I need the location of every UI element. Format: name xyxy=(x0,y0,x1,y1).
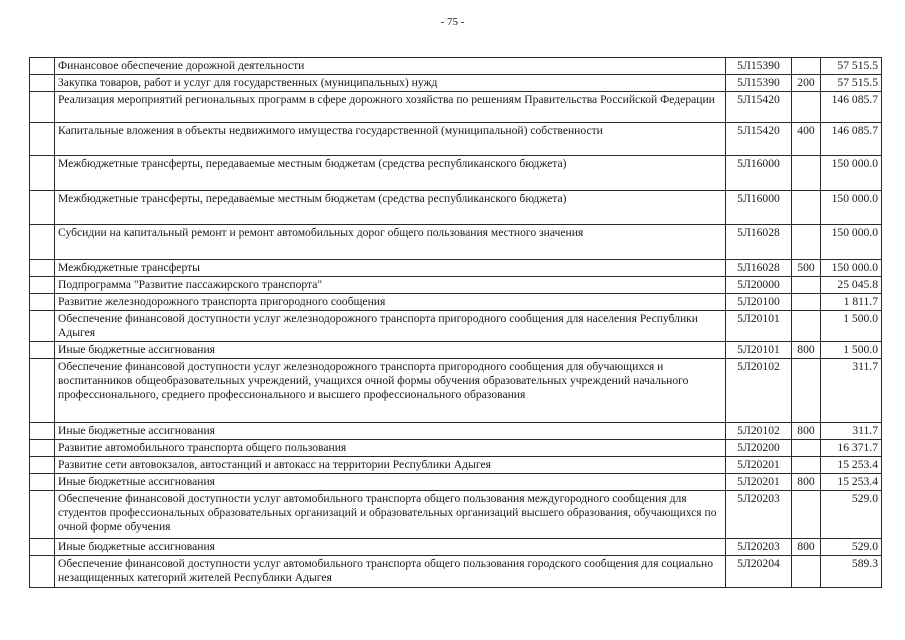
item-sum: 150 000.0 xyxy=(821,191,882,225)
item-expense-type xyxy=(792,191,821,225)
item-name: Закупка товаров, работ и услуг для государственных (муниципальных) нужд xyxy=(55,75,726,92)
item-sum: 16 371.7 xyxy=(821,440,882,457)
blank-cell xyxy=(30,260,55,277)
item-sum: 311.7 xyxy=(821,423,882,440)
table-row xyxy=(30,359,882,423)
table-row xyxy=(30,123,882,156)
item-name: Финансовое обеспечение дорожной деятельности xyxy=(55,58,726,75)
item-code: 5Л16000 xyxy=(726,191,792,225)
blank-cell xyxy=(30,440,55,457)
item-name: Развитие автомобильного транспорта общего пользования xyxy=(55,440,726,457)
item-expense-type xyxy=(792,556,821,588)
item-expense-type: 800 xyxy=(792,342,821,359)
item-name: Реализация мероприятий региональных программ в сфере дорожного хозяйства по решениям Правительства Российской Федерации xyxy=(55,92,726,123)
item-sum: 529.0 xyxy=(821,539,882,556)
blank-cell xyxy=(30,491,55,539)
table-row xyxy=(30,277,882,294)
item-expense-type xyxy=(792,491,821,539)
table-row xyxy=(30,539,882,556)
item-name: Иные бюджетные ассигнования xyxy=(55,474,726,491)
blank-cell xyxy=(30,58,55,75)
item-code: 5Л20000 xyxy=(726,277,792,294)
blank-cell xyxy=(30,457,55,474)
item-expense-type xyxy=(792,277,821,294)
item-sum: 15 253.4 xyxy=(821,474,882,491)
item-sum: 146 085.7 xyxy=(821,123,882,156)
table-row xyxy=(30,75,882,92)
item-expense-type xyxy=(792,156,821,191)
table-row xyxy=(30,342,882,359)
item-sum: 1 811.7 xyxy=(821,294,882,311)
item-code: 5Л16000 xyxy=(726,156,792,191)
item-code: 5Л20102 xyxy=(726,359,792,423)
item-name: Подпрограмма "Развитие пассажирского транспорта" xyxy=(55,277,726,294)
item-expense-type: 500 xyxy=(792,260,821,277)
item-sum: 529.0 xyxy=(821,491,882,539)
item-sum: 1 500.0 xyxy=(821,342,882,359)
item-code: 5Л20200 xyxy=(726,440,792,457)
blank-cell xyxy=(30,539,55,556)
blank-cell xyxy=(30,294,55,311)
table-row xyxy=(30,92,882,123)
blank-cell xyxy=(30,75,55,92)
item-name: Иные бюджетные ассигнования xyxy=(55,423,726,440)
item-name: Развитие сети автовокзалов, автостанций и автокасс на территории Республики Адыгея xyxy=(55,457,726,474)
item-code: 5Л20201 xyxy=(726,474,792,491)
item-code: 5Л20101 xyxy=(726,342,792,359)
item-code: 5Л20100 xyxy=(726,294,792,311)
item-expense-type xyxy=(792,225,821,260)
item-sum: 25 045.8 xyxy=(821,277,882,294)
table-row xyxy=(30,423,882,440)
item-name: Межбюджетные трансферты, передаваемые местным бюджетам (средства республиканского бюджета) xyxy=(55,191,726,225)
item-name: Капитальные вложения в объекты недвижимого имущества государственной (муниципальной) собственности xyxy=(55,123,726,156)
item-sum: 150 000.0 xyxy=(821,225,882,260)
item-code: 5Л20102 xyxy=(726,423,792,440)
blank-cell xyxy=(30,156,55,191)
blank-cell xyxy=(30,474,55,491)
table-row xyxy=(30,491,882,539)
item-expense-type xyxy=(792,92,821,123)
blank-cell xyxy=(30,311,55,342)
item-sum: 146 085.7 xyxy=(821,92,882,123)
blank-cell xyxy=(30,277,55,294)
table-row xyxy=(30,311,882,342)
table-row xyxy=(30,556,882,588)
item-sum: 1 500.0 xyxy=(821,311,882,342)
blank-cell xyxy=(30,191,55,225)
item-name: Развитие железнодорожного транспорта пригородного сообщения xyxy=(55,294,726,311)
item-expense-type: 200 xyxy=(792,75,821,92)
item-expense-type xyxy=(792,294,821,311)
table-row xyxy=(30,260,882,277)
item-expense-type: 800 xyxy=(792,474,821,491)
item-name: Субсидии на капитальный ремонт и ремонт автомобильных дорог общего пользования местного значения xyxy=(55,225,726,260)
blank-cell xyxy=(30,423,55,440)
item-expense-type xyxy=(792,311,821,342)
item-code: 5Л20203 xyxy=(726,491,792,539)
item-code: 5Л16028 xyxy=(726,225,792,260)
item-sum: 57 515.5 xyxy=(821,58,882,75)
item-sum: 57 515.5 xyxy=(821,75,882,92)
item-expense-type: 800 xyxy=(792,423,821,440)
item-name: Межбюджетные трансферты, передаваемые местным бюджетам (средства республиканского бюджета) xyxy=(55,156,726,191)
item-code: 5Л20204 xyxy=(726,556,792,588)
item-sum: 15 253.4 xyxy=(821,457,882,474)
budget-table xyxy=(29,57,882,588)
item-expense-type xyxy=(792,58,821,75)
item-code: 5Л15390 xyxy=(726,75,792,92)
blank-cell xyxy=(30,556,55,588)
item-expense-type xyxy=(792,440,821,457)
item-name: Обеспечение финансовой доступности услуг железнодорожного транспорта пригородного сообщения для обучающихся и воспитанников общеобразовательных учреждений, учащихся очной формы обучения образовательных учреждений начального профессионального, среднего профессионального и высшего профессионального образования xyxy=(55,359,726,423)
item-sum: 150 000.0 xyxy=(821,260,882,277)
item-sum: 311.7 xyxy=(821,359,882,423)
table-row xyxy=(30,191,882,225)
item-expense-type: 400 xyxy=(792,123,821,156)
table-row xyxy=(30,58,882,75)
blank-cell xyxy=(30,359,55,423)
item-code: 5Л20201 xyxy=(726,457,792,474)
table-row xyxy=(30,225,882,260)
table-row xyxy=(30,294,882,311)
table-row xyxy=(30,457,882,474)
item-name: Межбюджетные трансферты xyxy=(55,260,726,277)
table-row xyxy=(30,440,882,457)
item-sum: 589.3 xyxy=(821,556,882,588)
table-row xyxy=(30,156,882,191)
item-code: 5Л15390 xyxy=(726,58,792,75)
blank-cell xyxy=(30,225,55,260)
item-code: 5Л15420 xyxy=(726,92,792,123)
item-name: Иные бюджетные ассигнования xyxy=(55,342,726,359)
item-name: Обеспечение финансовой доступности услуг автомобильного транспорта общего пользования городского сообщения для социально незащищенных категорий жителей Республики Адыгея xyxy=(55,556,726,588)
blank-cell xyxy=(30,123,55,156)
item-sum: 150 000.0 xyxy=(821,156,882,191)
item-name: Иные бюджетные ассигнования xyxy=(55,539,726,556)
blank-cell xyxy=(30,342,55,359)
item-name: Обеспечение финансовой доступности услуг автомобильного транспорта общего пользования междугородного сообщения для студентов профессиональных образовательных организаций и образовательных организаций высшего образования, обучающихся по очной форме обучения xyxy=(55,491,726,539)
item-name: Обеспечение финансовой доступности услуг железнодорожного транспорта пригородного сообщения для населения Республики Адыгея xyxy=(55,311,726,342)
table-row xyxy=(30,474,882,491)
item-expense-type: 800 xyxy=(792,539,821,556)
item-expense-type xyxy=(792,457,821,474)
item-code: 5Л15420 xyxy=(726,123,792,156)
item-code: 5Л20203 xyxy=(726,539,792,556)
item-code: 5Л16028 xyxy=(726,260,792,277)
blank-cell xyxy=(30,92,55,123)
page-number: - 75 - xyxy=(440,16,465,28)
item-expense-type xyxy=(792,359,821,423)
item-code: 5Л20101 xyxy=(726,311,792,342)
